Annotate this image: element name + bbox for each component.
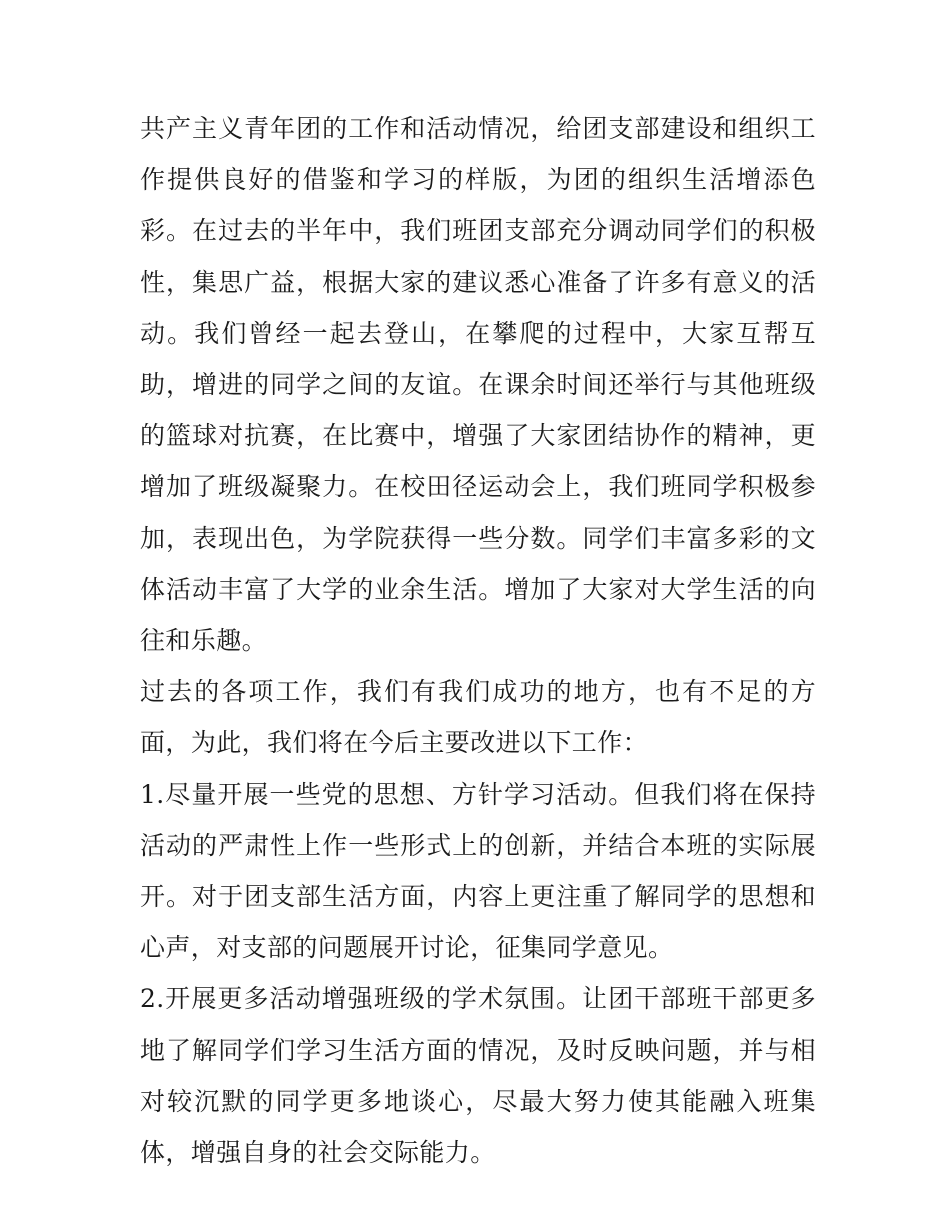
- document-body: [140, 103, 816, 1178]
- paragraph-activities: 共产主义青年团的工作和活动情况，给团支部建设和组织工作提供良好的借鉴和学习的样版，为团的组织生活增添色彩。在过去的半年中，我们班团支部充分调动同学们的积极性，集思广益，根据大家的建议悉心准备了许多有意义的活动。我们曾经一起去登山，在攀爬的过程中，大家互帮互助，增进的同学之间的友谊。在课余时间还举行与其他班级的篮球对抗赛，在比赛中，增强了大家团结协作的精神，更增加了班级凝聚力。在校田径运动会上，我们班同学积极参加，表现出色，为学院获得一些分数。同学们丰富多彩的文体活动丰富了大学的业余生活。增加了大家对大学生活的向往和乐趣。: [140, 114, 816, 656]
- paragraph-item-1: 1.尽量开展一些党的思想、方针学习活动。但我们将在保持活动的严肃性上作一些形式上的创新，并结合本班的实际展开。对于团支部生活方面，内容上更注重了解同学的思想和心声，对支部的问题展开讨论，征集同学意见。: [140, 779, 816, 963]
- paragraph-improvements-intro: 过去的各项工作，我们有我们成功的地方，也有不足的方面，为此，我们将在今后主要改进以下工作：: [140, 677, 816, 758]
- paragraph-item-2: 2.开展更多活动增强班级的学术氛围。让团干部班干部更多地了解同学们学习生活方面的情况，及时反映问题，并与相对较沉默的同学更多地谈心，尽最大努力使其能融入班集体，增强自身的社会交际能力。: [140, 984, 816, 1168]
